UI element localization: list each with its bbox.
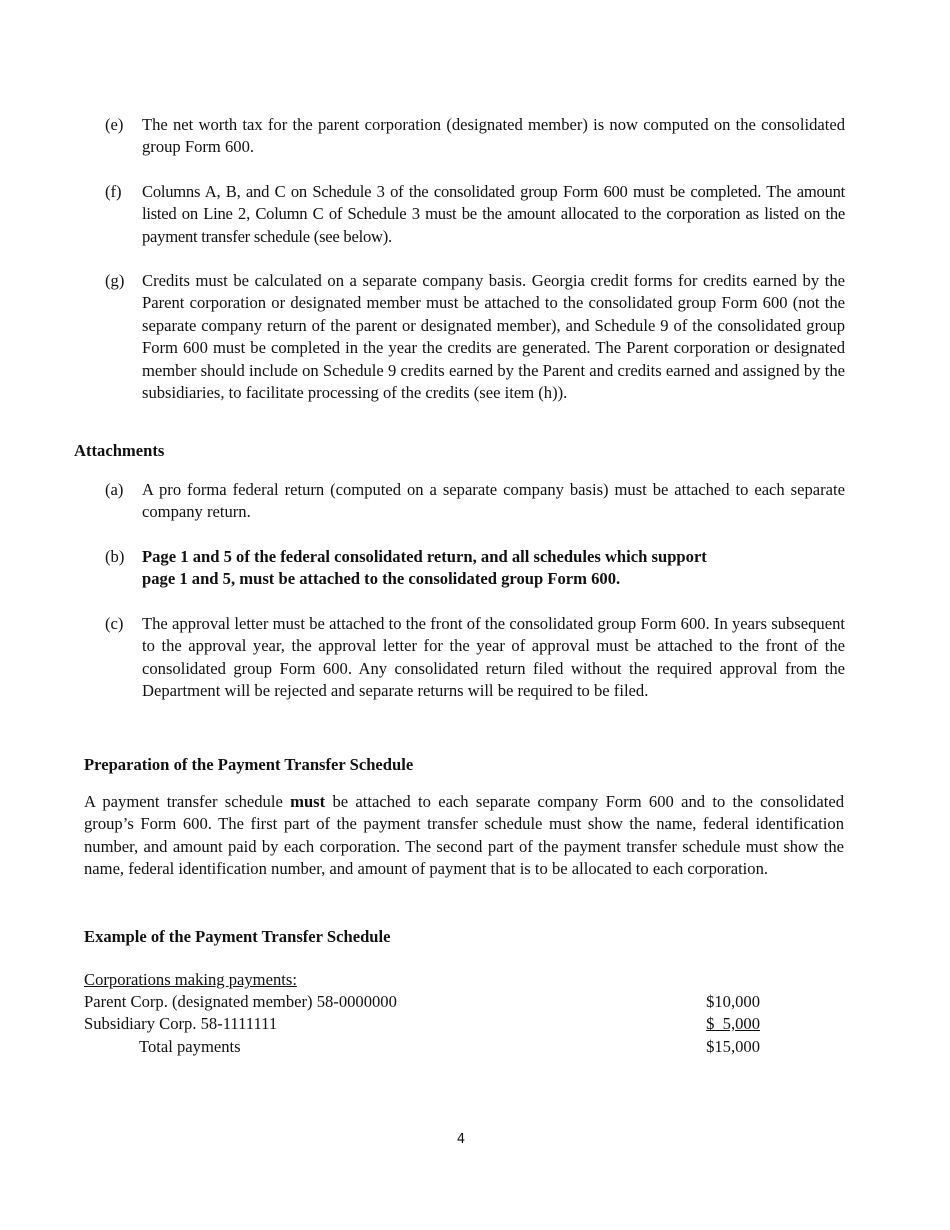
list-label: (g) <box>105 271 125 290</box>
list-label: (f) <box>105 182 122 201</box>
list-text: The approval letter must be attached to the front of the consolidated group Form 600. In years subsequent to the approval year, the approval letter for the year of approval must be attached to the front of the consolidated group Form 600. Any consolidated return filed without the required approval from the Department will be rejected and separate returns will be required to be filed. <box>142 614 845 701</box>
attachment-item-b <box>105 546 845 591</box>
schedule-row-amount: $ 5,000 <box>706 1014 760 1033</box>
list-label: (c) <box>105 614 124 633</box>
list-item-g <box>105 270 845 404</box>
list-text: The net worth tax for the parent corporation (designated member) is now computed on the consolidated group Form 600. <box>142 115 845 157</box>
attachment-item-c <box>105 613 845 703</box>
schedule-subheading <box>84 969 760 991</box>
schedule-subheading-text: Corporations making payments: <box>84 970 297 989</box>
preparation-paragraph <box>84 791 844 881</box>
attachments-heading: Attachments <box>74 441 165 460</box>
schedule-total-row <box>84 1036 760 1058</box>
schedule-row <box>84 991 760 1013</box>
schedule-row <box>84 1013 760 1035</box>
list-text <box>142 546 845 591</box>
schedule-row-name: Parent Corp. (designated member) 58-0000000 <box>84 992 397 1011</box>
schedule-row-name: Subsidiary Corp. 58-1111111 <box>84 1014 278 1033</box>
list-text: Columns A, B, and C on Schedule 3 of the consolidated group Form 600 must be completed. The amount listed on Line 2, Column C of Schedule 3 must be the amount allocated to the corporation as listed on the payment transfer schedule (see below). <box>142 182 845 246</box>
list-text: Credits must be calculated on a separate company basis. Georgia credit forms for credits earned by the Parent corporation or designated member must be attached to the consolidated group Form 600 (not the separate company return of the parent or designated member), and Schedule 9 of the consolidated group Form 600 must be completed in the year the credits are generated. The Parent corporation or designated member should include on Schedule 9 credits earned by the Parent and credits earned and assigned by the subsidiaries, to facilitate processing of the credits (see item (h)). <box>142 271 845 403</box>
schedule-total-label: Total payments <box>139 1037 241 1056</box>
list-label: (e) <box>105 115 124 134</box>
list-text-line-2: page 1 and 5, must be attached to the consolidated group Form 600. <box>142 569 621 589</box>
list-label: (a) <box>105 480 124 499</box>
paragraph-emphasis: must <box>290 792 326 811</box>
list-label: (b) <box>105 547 125 566</box>
list-text-line-1: Page 1 and 5 of the federal consolidated return, and all schedules which support <box>142 547 707 566</box>
preparation-heading: Preparation of the Payment Transfer Schedule <box>84 755 414 774</box>
list-item-f <box>105 181 845 248</box>
paragraph-text: A payment transfer schedule <box>84 792 291 811</box>
list-text: A pro forma federal return (computed on a separate company basis) must be attached to each separate company return. <box>142 480 845 522</box>
paragraph-text: be attached to each separate company Form 600 and to the consolidated group’s Form 600. The first part of the payment transfer schedule must show the name, federal identification number, and amount paid by each corporation. The second part of the payment transfer schedule must show the name, federal identification number, and amount of payment that is to be allocated to each corporation. <box>84 792 844 879</box>
list-item-e <box>105 114 845 159</box>
page-number: 4 <box>456 1132 466 1147</box>
example-heading: Example of the Payment Transfer Schedule <box>84 927 391 946</box>
schedule-row-amount: $10,000 <box>706 992 760 1011</box>
attachment-item-a <box>105 479 845 524</box>
schedule-total-amount: $15,000 <box>706 1037 760 1056</box>
